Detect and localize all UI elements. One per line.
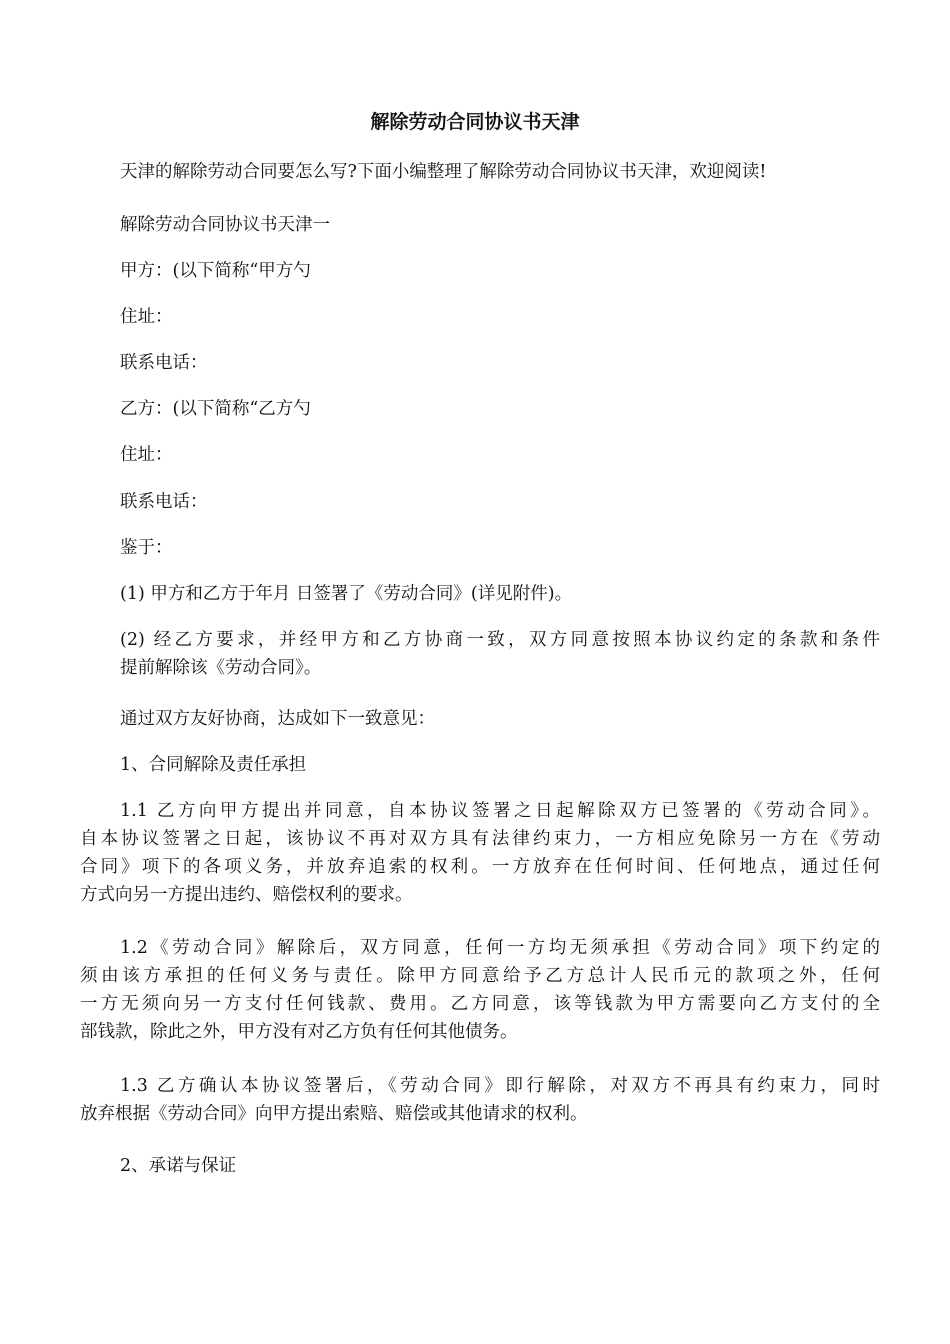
party-b-phone: 联系电话：	[120, 492, 208, 512]
paragraph-line: 自本协议签署之日起，该协议不再对双方具有法律约束力，一方相应免除另一方在《劳动	[80, 829, 880, 849]
paragraph-line: 部钱款，除此之外，甲方没有对乙方负有任何其他债务。	[80, 1022, 518, 1042]
party-a-line: 甲方：(以下简称“甲方勺	[120, 261, 311, 281]
paragraph-line: 须由该方承担的任何义务与责任。除甲方同意给予乙方总计人民币元的款项之外，任何	[80, 966, 880, 986]
paragraph-line: 放弃根据《劳动合同》向甲方提出索赔、赔偿或其他请求的权利。	[80, 1104, 588, 1124]
paragraph-line: 方式向另一方提出违约、赔偿权利的要求。	[80, 885, 413, 905]
paragraph-line: 1.3 乙方确认本协议签署后，《劳动合同》即行解除，对双方不再具有约束力，同时	[120, 1076, 880, 1096]
clause-1-1	[80, 797, 880, 909]
party-a-phone: 联系电话：	[120, 353, 208, 373]
whereas-heading: 鉴于：	[120, 538, 173, 558]
clause-2-title: 2、承诺与保证	[120, 1156, 237, 1176]
section-heading: 解除劳动合同协议书天津一	[120, 215, 330, 235]
paragraph-line: 一方无须向另一方支付任何钱款、费用。乙方同意，该等钱款为甲方需要向乙方支付的全	[80, 994, 880, 1014]
whereas-item-1: (1) 甲方和乙方于年月 日签署了《劳动合同》(详见附件)。	[120, 584, 573, 604]
party-b-address: 住址：	[120, 445, 173, 465]
document-title: 解除劳动合同协议书天津	[370, 111, 580, 133]
party-a-address: 住址：	[120, 307, 173, 327]
paragraph-line: (2) 经乙方要求，并经甲方和乙方协商一致，双方同意按照本协议约定的条款和条件	[120, 630, 880, 650]
clause-1-2	[80, 934, 880, 1046]
paragraph-line: 1.2《劳动合同》解除后，双方同意，任何一方均无须承担《劳动合同》项下约定的	[120, 938, 880, 958]
consensus-paragraph: 通过双方友好协商，达成如下一致意见：	[120, 709, 435, 729]
whereas-item-2	[80, 626, 880, 682]
clause-1-3	[80, 1072, 880, 1128]
paragraph-line: 1.1 乙方向甲方提出并同意，自本协议签署之日起解除双方已签署的《劳动合同》。	[120, 801, 880, 821]
paragraph-line: 合同》项下的各项义务，并放弃追索的权利。一方放弃在任何时间、任何地点，通过任何	[80, 857, 880, 877]
paragraph-line: 提前解除该《劳动合同》。	[120, 658, 322, 678]
intro-paragraph: 天津的解除劳动合同要怎么写?下面小编整理了解除劳动合同协议书天津，欢迎阅读!	[120, 162, 767, 182]
clause-1-title: 1、合同解除及责任承担	[120, 755, 307, 775]
party-b-line: 乙方：(以下简称“乙方勺	[120, 399, 311, 419]
